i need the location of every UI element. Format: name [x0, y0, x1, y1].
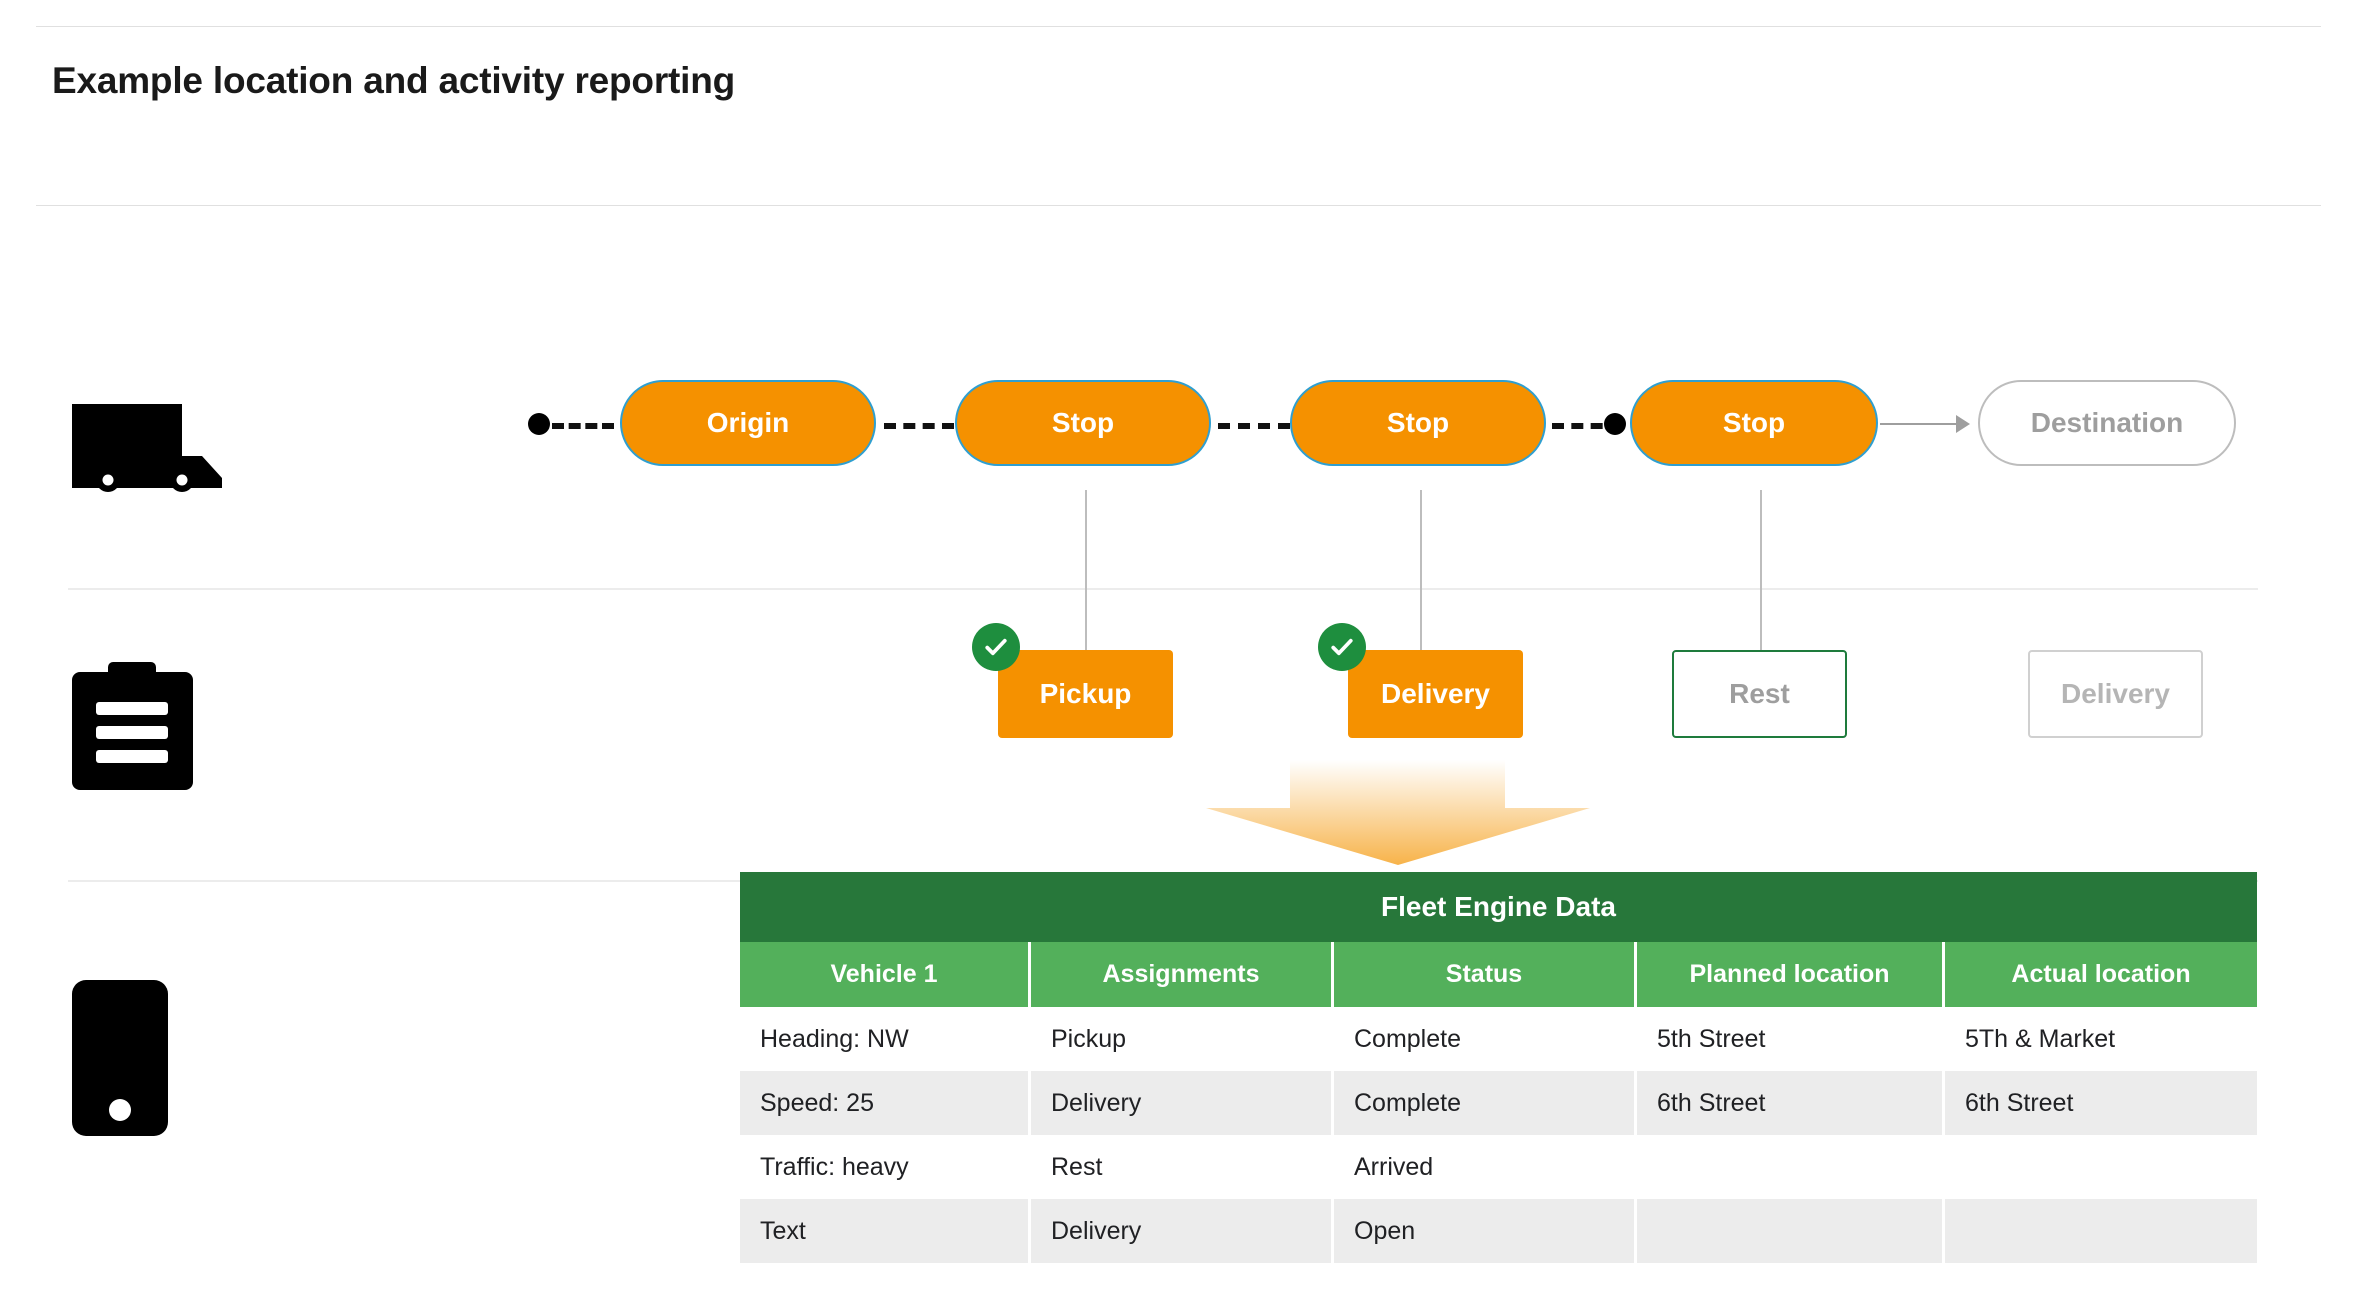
activity-rest[interactable]: [1672, 650, 1847, 738]
table-cell: Complete: [1333, 1007, 1636, 1071]
table-cell: [1636, 1199, 1944, 1263]
table-cell: Heading: NW: [740, 1007, 1030, 1071]
route-arrow-line: [1880, 423, 1958, 425]
route-node-destination[interactable]: [1978, 380, 2236, 466]
connector-stop3-rest: [1760, 490, 1762, 650]
route-arrow-head: [1956, 415, 1970, 433]
route-node-origin[interactable]: [620, 380, 876, 466]
table-cell: Open: [1333, 1199, 1636, 1263]
clipboard-icon: [70, 662, 195, 792]
activity-label: Pickup: [1039, 678, 1132, 709]
table-cell: [1944, 1199, 2258, 1263]
route-start-dot: [528, 413, 550, 435]
connector-stop2-delivery: [1420, 490, 1422, 650]
activity-delivery-complete[interactable]: [1348, 650, 1523, 738]
route-node-stop-3[interactable]: [1630, 380, 1878, 466]
table-header-row: [740, 942, 2257, 1007]
check-icon: [1318, 623, 1366, 671]
route-node-stop-2[interactable]: [1290, 380, 1546, 466]
table-cell: 6th Street: [1636, 1071, 1944, 1135]
table-header-cell: Status: [1333, 942, 1636, 1007]
route-node-stop-1[interactable]: [955, 380, 1211, 466]
table-cell: Complete: [1333, 1071, 1636, 1135]
route-timeline: [0, 380, 2357, 490]
route-waypoint-dot: [1604, 413, 1626, 435]
route-node-label: Stop: [1051, 407, 1115, 438]
activity-label: Rest: [1729, 678, 1790, 709]
table-cell: Pickup: [1030, 1007, 1333, 1071]
table-row: [740, 1007, 2257, 1071]
flow-arrow-icon: [1140, 760, 1660, 865]
route-node-label: Destination: [2030, 407, 2184, 438]
table-cell: 5th Street: [1636, 1007, 1944, 1071]
row-divider-route-activity: [68, 588, 2258, 590]
connector-stop1-pickup: [1085, 490, 1087, 650]
top-divider: [36, 26, 2321, 27]
table-cell: Arrived: [1333, 1135, 1636, 1199]
table-cell: [1636, 1135, 1944, 1199]
table-header-cell: Actual location: [1944, 942, 2258, 1007]
table-cell: Speed: 25: [740, 1071, 1030, 1135]
activity-label: Delivery: [1381, 678, 1490, 709]
activity-delivery-open[interactable]: [2028, 650, 2203, 738]
table-header-cell: Planned location: [1636, 942, 1944, 1007]
table-cell: Traffic: heavy: [740, 1135, 1030, 1199]
page-title: Example location and activity reporting: [52, 60, 736, 101]
header-divider: [36, 205, 2321, 206]
activity-label: Delivery: [2061, 678, 2170, 709]
table-cell: [1944, 1135, 2258, 1199]
route-dash-2: [1218, 423, 1290, 429]
table-row: [740, 1071, 2257, 1135]
route-node-label: Stop: [1722, 407, 1786, 438]
fleet-engine-data-table: [740, 872, 2257, 1263]
table-cell: 6th Street: [1944, 1071, 2258, 1135]
table-row: [740, 1135, 2257, 1199]
route-node-label: Origin: [706, 407, 790, 438]
table-cell: Delivery: [1030, 1071, 1333, 1135]
route-node-label: Stop: [1386, 407, 1450, 438]
table-cell: Text: [740, 1199, 1030, 1263]
check-icon: [972, 623, 1020, 671]
table-cell: 5Th & Market: [1944, 1007, 2258, 1071]
phone-icon: [70, 978, 170, 1138]
table-caption: Fleet Engine Data: [740, 872, 2257, 942]
route-dash-0: [552, 423, 614, 429]
route-dash-1: [884, 423, 954, 429]
table-header-cell: Assignments: [1030, 942, 1333, 1007]
table-cell: Delivery: [1030, 1199, 1333, 1263]
activity-pickup[interactable]: [998, 650, 1173, 738]
table-cell: Rest: [1030, 1135, 1333, 1199]
table-header-cell: Vehicle 1: [740, 942, 1030, 1007]
table-row: [740, 1199, 2257, 1263]
